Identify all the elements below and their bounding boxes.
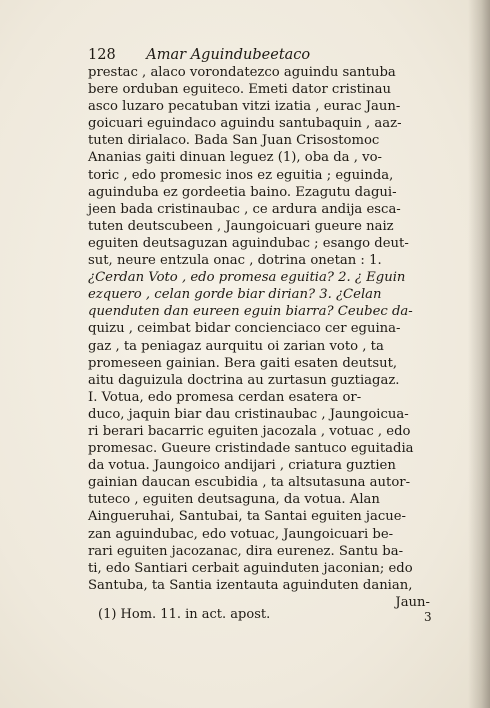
- text-line: eguiten deutsaguzan aguindubac ; esango deut-: [88, 235, 409, 251]
- text-line: Aingueruhai, Santubai, ta Santai eguiten jacue-: [88, 509, 406, 525]
- text-line: ti, edo Santiari cerbait aguinduten jaconian; edo: [88, 560, 413, 576]
- text-line: Santuba, ta Santia izentauta aguinduten danian,: [88, 577, 413, 593]
- page-header: [88, 44, 428, 66]
- text-line: quizu , ceimbat bidar concienciaco cer eguina-: [88, 321, 401, 337]
- text-line: goicuari eguindaco aguindu santubaquin , aaz-: [88, 116, 402, 132]
- text-line: promesac. Gueure cristindade santuco eguitadia: [88, 441, 414, 457]
- text-line: duco, jaquin biar dau cristinaubac , Jaungoicua-: [88, 406, 409, 422]
- text-line: ¿Cerdan Voto , edo promesa eguitia? 2. ¿ Eguin: [88, 270, 406, 286]
- text-line: Ananias gaiti dinuan leguez (1), oba da , vo-: [88, 150, 382, 166]
- text-line: jeen bada cristinaubac , ce ardura andija esca-: [88, 201, 401, 217]
- footnote: (1) Hom. 11. in act. apost.: [98, 607, 271, 622]
- signature-mark: 3: [424, 610, 432, 624]
- page-edge-shadow: [468, 0, 490, 708]
- text-line: sut, neure entzula onac , dotrina onetan : 1.: [88, 253, 382, 269]
- text-line: rari eguiten jacozanac, dira eurenez. Santu ba-: [88, 543, 404, 559]
- text-line: promeseen gainian. Bera gaiti esaten deutsut,: [88, 355, 398, 371]
- text-line: toric , edo promesic inos ez eguitia ; eguinda,: [88, 167, 394, 183]
- page-number: 128: [88, 47, 116, 63]
- text-line: da votua. Jaungoico andijari , criatura guztien: [88, 458, 396, 474]
- text-line: tuteco , eguiten deutsaguna, da votua. Alan: [88, 492, 380, 508]
- text-line: ezquero , celan gorde biar dirian? 3. ¿Celan: [88, 287, 382, 303]
- body-text: [88, 64, 430, 611]
- text-line: zan aguindubac, edo votuac, Jaungoicuari be-: [88, 526, 394, 542]
- running-title: Amar Aguindubeetaco: [146, 47, 311, 63]
- text-line: gaz , ta peniagaz aurquitu oi zarian voto , ta: [88, 338, 384, 354]
- text-line: I. Votua, edo promesa cerdan esatera or-: [88, 389, 362, 405]
- text-line: gainian daucan escubidia , ta altsutasuna autor-: [88, 475, 411, 491]
- text-line: tuten dirialaco. Bada San Juan Crisostomoc: [88, 133, 380, 149]
- text-line: quenduten dan eureen eguin biarra? Ceubec da-: [88, 304, 413, 320]
- text-line: Jaun-: [395, 594, 430, 610]
- text-line: tuten deutscubeen , Jaungoicuari gueure naiz: [88, 218, 394, 234]
- text-line: prestac , alaco vorondatezco aguindu santuba: [88, 65, 396, 80]
- text-line: aitu daguizula doctrina au zurtasun guztiagaz.: [88, 372, 400, 388]
- text-line: bere orduban eguiteco. Emeti dator cristinau: [88, 82, 391, 98]
- text-line: ri berari bacarric eguiten jacozala , votuac , edo: [88, 423, 411, 439]
- text-line: aguinduba ez gordeetia baino. Ezagutu dagui-: [88, 184, 397, 200]
- text-line: asco luzaro pecatuban vitzi izatia , eurac Jaun-: [88, 99, 401, 115]
